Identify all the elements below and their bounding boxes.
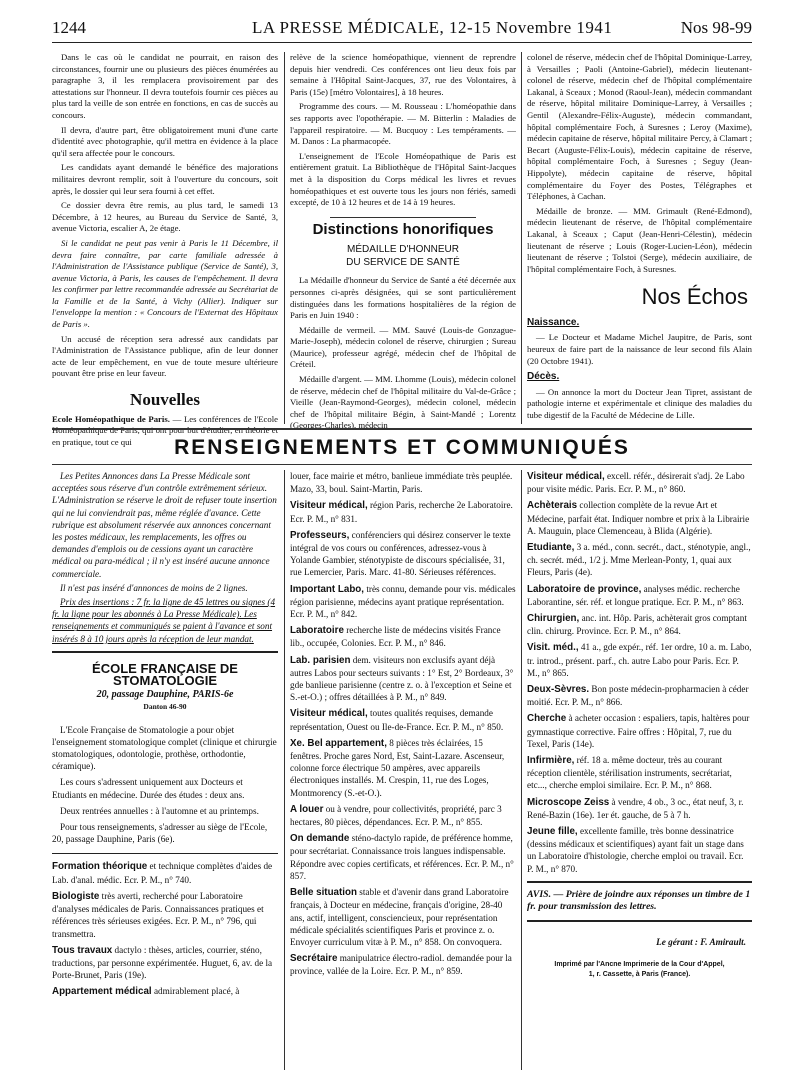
ad-text: excellente famille, très bonne dessinatrice (dessins médicaux et scientifiques) ayant fait un stage dans un Laboratoire d'histologie, cherche emploi ou travail. Ecr. P. M., n° 870. (527, 826, 744, 874)
ad-text: collection complète de la revue Art et Médecine, parfait état. Indiquer nombre et prix à la Librairie A. Mauguin, place Clemenceau, à Blida (Algérie). (527, 500, 750, 536)
paragraph: Il devra, d'autre part, être obligatoirement muni d'une carte d'identité avec photographie, qu'il mettra en évidence à la place qu'il sera affectée pour le concours. (52, 124, 278, 158)
ad-text: dem. visiteurs non exclusifs ayant déjà autres Labos pour secteurs suivants : 1° Est, 2° Bordeaux, 3° gde banlieue parisienne (centre z. o. à l'exception et Seine et S.-et-O.) ; offres détaillées à P. M., n° 849. (290, 654, 514, 703)
bottom-column-2 (290, 470, 516, 1072)
paragraph: — On annonce la mort du Docteur Jean Tipret, assistant de pathologie interne et expérimentale et clinique des maladies du tube digestif de la Faculté de Médecine de Lille. (527, 386, 752, 421)
ad-text: conférenciers qui désirez conserver le texte intégral de vos cours ou conférences, adressez-vous à Yolande Gambier, sténotypiste de discours spécialisée, 31, rue Lemercier, Paris. Marc. 41-80. Sérieuses références. (290, 529, 511, 578)
ad-text: 8 pièces très éclairées, 15 fenêtres. Proche gares Nord, Est, Saint-Lazare. Ascenseur, colonne force électrique 50 ampères, avec appareils électroniques installés. M. Crespin, 11, rue des Loges, Montmorency (S.-et-O.). (290, 737, 505, 798)
classified-ad (527, 499, 752, 537)
ad-text: à acheter occasion : espaliers, tapis, haltères pour gymnastique corrective. Faire offres : Hôpital, 7, rue du Texel, Paris (14e). (527, 713, 750, 749)
ad-text: très averti, recherché pour Laboratoire d'analyses médicales de Paris. Connaissances pratiques et références très sérieuses exigées. Ecr. P. M., n° 796, qui transmettra. (52, 890, 264, 939)
classified-ad (290, 737, 516, 799)
subhead-naissance: Naissance. (527, 316, 580, 328)
classified-ad (290, 470, 516, 495)
page-number: 1244 (52, 18, 86, 37)
ad-keyword: Appartement médical (52, 986, 152, 998)
paragraph: Programme des cours. — M. Rousseau : L'homéopathie dans ses rapports avec l'opothérapie. — M. Bitterlin : Maladies de l'appareil respiratoire. — M. Bucquoy : Les tempéraments. — M. Danos : La pharmacopée. (290, 101, 516, 147)
ad-text: ou à vendre, pour collectivités, propriété, parc 3 hectares, 80 pièces, dépendances. Ecr. P. M., n° 855. (290, 803, 502, 828)
section-rule (52, 428, 752, 430)
notice-paragraph: Prix des insertions : 7 fr. la ligne de 45 lettres ou signes (4 fr. la ligne pour les abonnés à La Presse Médicale). Les renseignements et communiqués se paient à l'avance et sont insérés 8 à 10 jours après la réception de leur mandat. (52, 597, 276, 644)
ad-text: excell. référ., désirerait s'adj. 2e Labo pour visite médic. Paris. Ecr. P. M., n° 860. (527, 471, 745, 495)
paragraph: Deux rentrées annuelles : à l'automne et au printemps. (60, 805, 259, 816)
ad-text: très connu, demande pour vis. médicales région parisienne, médecins ayant pratique représentation. Ecr. P. M., n° 842. (290, 583, 516, 620)
paragraph: Médaille de vermeil. — MM. Sauvé (Louis-de Gonzague-Marie-Joseph), médecin colonel de réserve, chirurgien ; Sureau (Maurice), professeur agrégé, médecin chef de l'hôpital de Créteil. (290, 324, 516, 370)
classified-ad (290, 707, 516, 732)
ad-text: réf. 18 a. même docteur, très au courant réception clientèle, stérilisation instruments, secrétariat, etc..., cherche emploi similaire. Ecr. P. M., n° 868. (527, 755, 732, 791)
news-text: — Les conférences de l'Ecole Homéopathique de Paris, qui ont pour but d'étudier, en théorie et en pratique, tout ce qui (52, 413, 278, 447)
classified-ad (527, 825, 752, 875)
ad-keyword: Deux-Sèvres. (527, 684, 590, 696)
subhead-deces: Décès. (527, 371, 560, 383)
ad-text: 41 a., gde expér., réf. 1er ordre, 10 a. m. Labo, tr. introd., présent. parf., ch. autre Labo pour Paris. Ecr. P. M., n° 865. (527, 642, 752, 678)
column-rule (521, 52, 522, 424)
ad-text: Bon poste médecin-propharmacien à céder moitié. Ecr. P. M., n° 866. (527, 684, 749, 708)
ad-text: stable et d'avenir dans grand Laboratoire français, à Docteur en médecine, français d'origine, 28-40 ans, actif, intelligent, consciencieux, pour représentation médicale spécialités scientifiques Paris et province z. o. Envoyer curriculum vitæ à P. M., n° 858. On convoquera. (290, 887, 509, 947)
classified-ad (527, 796, 752, 821)
ad-keyword: On demande (290, 833, 350, 845)
ad-text: analyses médic. recherche Laborantine, sér. réf. et longue pratique. Ecr. P. M., n° 863. (527, 583, 744, 607)
paragraph: Si le candidat ne peut pas venir à Paris le 11 Décembre, il devra faire connaître, par carte familiale adressée à l'Administration de l'Assistance publique (Service de Santé), 3, avenue Victoria, à Paris, les causes de l'empêchement. Il devra les confirmer par lettre recommandée adressée au Secrétariat de la Famille et de la Santé, à Vichy (Allier). Indiquer sur l'enveloppe la mention : « Concours de l'Externat des Hôpitaux de Paris ». (52, 237, 278, 330)
ad-keyword: Visiteur médical, (290, 500, 368, 512)
ad-text: admirablement placé, à (151, 986, 240, 997)
ad-keyword: Infirmière, (527, 755, 575, 767)
classified-ad (290, 499, 516, 524)
classified-ad (290, 654, 516, 704)
issue-number: Nos 98-99 (680, 18, 752, 37)
top-column-1 (52, 52, 278, 447)
classified-ad (527, 612, 752, 637)
bottom-column-1 (52, 470, 278, 1072)
divider (52, 651, 278, 653)
ad-keyword: Cherche (527, 713, 567, 725)
classified-ad (52, 944, 278, 982)
column-rule (284, 52, 285, 424)
paragraph: Un accusé de réception sera adressé aux candidats par l'Administration de l'Assistance publique, afin de leur donner acte de leur empêchement, en vue de toute mesure ultérieure pouvant être prise en leur faveur. (52, 333, 278, 379)
paragraph: relève de la science homéopathique, viennent de reprendre depuis hier vendredi. Ces conférences ont lieu deux fois par semaine à l'Hôpital Saint-Jacques, 37, rue des Volontaires, à Paris (15e) [métro Volontaires], à 18 heures. (290, 52, 516, 97)
top-column-2 (290, 52, 516, 431)
paragraph: L'enseignement de l'Ecole Homéopathique de Paris est entièrement gratuit. La Bibliothèque de l'Hôpital Saint-Jacques met à la disposition du Corps médical les livres et revues homéopathiques et est ouverte tous les jours non fériés, samedi excepté, de 10 à 12 heures et de 14 à 19 heures. (290, 150, 516, 208)
classified-ad (290, 832, 516, 882)
classified-ad (290, 529, 516, 579)
section-rule (52, 464, 752, 465)
ad-keyword: A louer (290, 803, 324, 815)
classified-ad (52, 985, 278, 998)
notice-paragraph: Il n'est pas inséré d'annonces de moins de 2 lignes. (60, 582, 248, 593)
ad-school-title: ÉCOLE FRANÇAISE DE STOMATOLOGIE (92, 660, 238, 689)
ad-keyword: Tous travaux (52, 944, 113, 956)
printer-credit (527, 960, 752, 980)
section-banner: RENSEIGNEMENTS ET COMMUNIQUÉS (174, 436, 630, 459)
column-rule (521, 470, 522, 1070)
classified-ad (290, 624, 516, 649)
classified-ad (527, 583, 752, 608)
paragraph: Les candidats ayant demandé le bénéfice des majorations militaires devront remplir, soit à l'ouverture du concours, soit après, le dossier qui leur sera fourni à cet effet. (52, 162, 278, 196)
paragraph: Ce dossier devra être remis, au plus tard, le samedi 13 Décembre, à 12 heures, au Bureau du Service de Santé, 3, avenue Victoria, escalier A, 2e étage. (52, 200, 278, 234)
paragraph: — Le Docteur et Madame Michel Jaupitre, de Paris, sont heureux de faire part de la naissance de leur second fils Alain (20 Octobre 1941). (527, 332, 752, 366)
bottom-column-3 (527, 470, 752, 1072)
ad-keyword: Biologiste (52, 890, 100, 902)
divider (527, 881, 752, 883)
ad-text: anc. int. Hôp. Paris, achèterait gros comptant clin. chirurg. Province. Ecr. P. M., n° 864. (527, 613, 747, 637)
ad-keyword: Important Labo, (290, 583, 365, 595)
ad-keyword: Secrétaire (290, 953, 338, 965)
classified-ad (52, 890, 278, 940)
subsection-title-line: DU SERVICE DE SANTÉ (346, 257, 460, 269)
paragraph: L'Ecole Française de Stomatologie a pour objet l'enseignement stomatologique complet (clinique et chirurgie stomatologiques, odontologie, prothèse, orthodontie, céramique). (52, 724, 277, 772)
classified-ad (527, 641, 752, 679)
ad-keyword: Formation théorique (52, 861, 148, 873)
ad-text: manipulatrice électro-radiol. demandée pour la province, vallée de la Loire. Ecr. P. M., n° 859. (290, 953, 512, 977)
divider (527, 920, 752, 922)
classified-ad (527, 683, 752, 708)
classified-ad (52, 860, 278, 885)
notice-block (52, 470, 278, 645)
printer-line: 1, r. Cassette, à Paris (France). (588, 971, 691, 979)
publisher-signature: Le gérant : F. Amirault. (656, 936, 746, 947)
ad-keyword: Achèterais (527, 500, 578, 512)
classified-ad (290, 803, 516, 828)
ad-text: toutes qualités requises, demande représentation, Ouest ou Ile-de-France. Ecr. P. M., n° 850. (290, 708, 504, 732)
ad-keyword: Belle situation (290, 887, 357, 899)
classified-ad (527, 712, 752, 750)
ad-keyword: Xe. Bel appartement, (290, 737, 387, 749)
ad-keyword: Etudiante, (527, 542, 575, 554)
ad-text: louer, face mairie et métro, banlieue immédiate très peuplée. Mazo, 33, boul. Saint-Martin, Paris. (290, 471, 513, 495)
journal-title: LA PRESSE MÉDICALE, 12-15 Novembre 1941 (252, 18, 613, 37)
ad-keyword: Jeune fille, (527, 826, 578, 838)
divider (330, 217, 476, 218)
classified-ad (290, 583, 516, 621)
ad-keyword: Microscope Zeiss (527, 796, 610, 808)
paragraph: La Médaille d'honneur du Service de Santé a été décernée aux personnes ci-après désignées, qui se sont particulièrement distinguées dans les formations hospitalières de la région de Paris en Juin 1940 : (290, 275, 516, 321)
section-title-nouvelles: Nouvelles (130, 390, 200, 410)
ad-school-phone: Danton 46-90 (143, 702, 187, 712)
classified-ad (290, 952, 516, 977)
ad-keyword: Laboratoire de province, (527, 583, 642, 595)
classified-ad (527, 754, 752, 792)
ad-text: recherche liste de médecins visités France lib., occupée, Colonies. Ecr. P. M., n° 846. (290, 625, 501, 649)
ad-text: région Paris, recherche 2e Laboratoire. Ecr. P. M., n° 831. (290, 500, 513, 524)
classified-ad (527, 541, 752, 579)
running-header (52, 16, 752, 43)
divider (52, 853, 278, 854)
ad-text: dactylo : thèses, articles, courrier, sténo, traductions, par personne expérimentée. Huguet, 6, av. de la Porte-Brunet, Paris (19e). (52, 944, 273, 981)
news-lead: Ecole Homéopathique de Paris. (52, 413, 170, 424)
subsection-title-line: MÉDAILLE D'HONNEUR (347, 244, 459, 256)
column-rule (284, 470, 285, 1070)
ad-keyword: Visiteur médical, (527, 471, 605, 482)
ad-keyword: Laboratoire (290, 625, 344, 637)
section-title-echos: Nos Échos (641, 284, 748, 310)
ad-text: à vendre, 4 ob., 3 oc., état neuf, 3, r. René-Bazin (16e). 1er ét. gauche, de 5 à 7 h. (527, 796, 744, 820)
ad-keyword: Visit. méd., (527, 642, 579, 654)
notice-avis: AVIS. — Prière de joindre aux réponses un timbre de 1 fr. pour transmission des lettres. (527, 888, 751, 913)
notice-paragraph: Les Petites Annonces dans La Presse Médicale sont acceptées sous réserve d'un contrôle extrêmement sérieux. L'Administration se réserve le droit de refuser toute insertion qui ne lui conviendrait pas, même réglée d'avance. Cette rubrique est absolument réservée aux annonces concernant les postes médicaux, les remplacements, les offres ou demandes d'emplois ou de cessions ayant un caractère médical ou para-médical ; il n'y est inséré aucune annonce commerciale. (52, 471, 277, 579)
classified-ad (527, 470, 752, 495)
ad-text: sténo-dactylo rapide, de préférence homme, pour secrétariat. Connaissance trois langues indispensable. Répondre avec copies certificats, et références. Ecr. P. M., n° 857. (290, 833, 514, 881)
paragraph: Pour tous renseignements, s'adresser au siège de l'Ecole, 20, passage Dauphine, Paris (6e). (52, 822, 268, 845)
ad-keyword: Lab. parisien (290, 654, 351, 666)
paragraph: Médaille de bronze. — MM. Grimault (René-Edmond), médecin lieutenant de réserve, de l'hôpital complémentaire Lakanal, à Sceaux ; Caput (Jean-Henri-Célestin), médecin lieutenant de réserve ; Louis (Roger-Lucien-Léon), médecin lieutenant de réserve ; Tolstoi (Serge), médecin auxiliaire, de l'hôpital complémentaire Foch, à Suresnes. (527, 205, 752, 274)
classified-ad (290, 886, 516, 948)
paragraph: Les cours s'adressent uniquement aux Docteurs et Etudiants en médecine. Durée des études : deux ans. (52, 777, 245, 800)
ad-keyword: Chirurgien, (527, 613, 580, 625)
paragraph: Médaille d'argent. — MM. Lhomme (Louis), médecin colonel de réserve, médecin chef de l'hôpital militaire du Val-de-Grâce ; Vieille (Jean-Raymond-Georges), médecin colonel, médecin chef de l'hôpital militaire Bégin, à Saint-Mandé ; Lorentz (Georges-Charles), médecin (290, 374, 516, 431)
printer-line: Imprimé par l'Ancne Imprimerie de la Cour d'Appel, (554, 961, 725, 969)
ad-keyword: Professeurs, (290, 529, 350, 541)
paragraph: colonel de réserve, médecin chef de l'hôpital Dominique-Larrey, à Versailles ; Paoli (Antoine-Gabriel), médecin lieutenant-colonel de réserve, médecin chef de l'hôpital complémentaire Lakanal, à Sceaux ; Monod (Raoul-Jean), médecin commandant de réserve, hôpital militaire Dominique-Larrey, à Versailles ; Gentil (Alexandre-Félix-Auguste), médecin commandant, hôpital complémentaire Foch, à Suresnes ; Leroy (Maxime), médecin capitaine de réserve, hôpital militaire Percy, à Clamart ; Becart (Auguste-Félix-Louis), médecin capitaine de réserve, hôpital complémentaire Foch, à Suresnes ; Seguy (Jean-Hippolyte), médecin capitaine de réserve, hôpital complémentaire du Foyer des Postes, Télégraphes et Téléphones, à Cachan. (527, 52, 752, 202)
ad-keyword: Visiteur médical, (290, 708, 368, 720)
paragraph: Dans le cas où le candidat ne pourrait, en raison des circonstances, fournir une ou plusieurs des pièces énumérées au paragraphe 3, il les remplacera provisoirement par des attestations sur l'honneur. Il devra toutefois fournir ces pièces au plus tard la veille de son entrée en fonctions, en cas de succès au concours. (52, 52, 278, 120)
section-title-distinctions: Distinctions honorifiques (312, 220, 494, 238)
ad-text: 3 a. méd., conn. secrét., dact., sténotypie, angl., ch. secrét. méd., 1/2 j. Mme Merlean-Ponty, 1, quai aux Fleurs, Paris (4e). (527, 542, 751, 578)
top-column-3 (527, 52, 752, 427)
subsection-title (290, 243, 516, 269)
ad-school-address: 20, passage Dauphine, PARIS-6e (96, 689, 234, 701)
ad-text: et technique complètes d'aides de Lab. d'anal. médic. Ecr. P. M., n° 740. (52, 861, 273, 885)
